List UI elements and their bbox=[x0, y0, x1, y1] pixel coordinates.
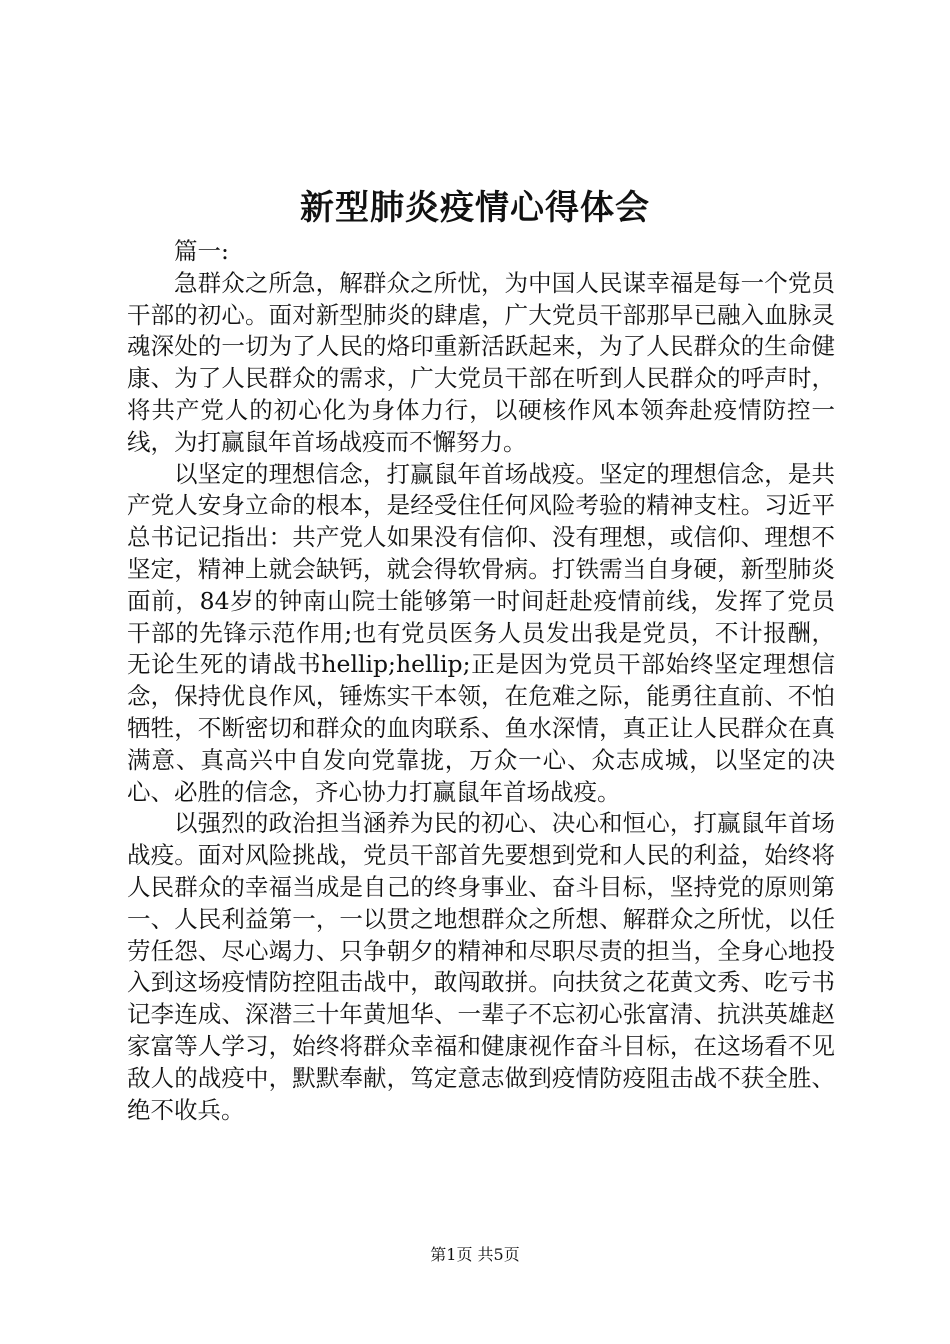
document-body bbox=[127, 236, 835, 1126]
section-label: 篇一: bbox=[174, 237, 229, 265]
paragraph-2: 以坚定的理想信念，打赢鼠年首场战疫。坚定的理想信念，是共产党人安身立命的根本，是经受住任何风险考验的精神支柱。习近平总书记记指出：共产党人如果没有信仰、没有理想，或信仰、理想不坚定，精神上就会缺钙，就会得软骨病。打铁需当自身硬，新型肺炎面前，84岁的钟南山院士能够第一时间赶赴疫情前线，发挥了党员干部的先锋示范作用;也有党员医务人员发出我是党员，不计报酬，无论生死的请战书hellip;hellip;正是因为党员干部始终坚定理想信念，保持优良作风，锤炼实干本领，在危难之际，能勇往直前、不怕牺牲，不断密切和群众的血肉联系、鱼水深情，真正让人民群众在真满意、真高兴中自发向党靠拢，万众一心、众志成城，以坚定的决心、必胜的信念，齐心协力打赢鼠年首场战疫。 bbox=[127, 459, 835, 806]
page-number-footer: 第1页 共5页 bbox=[430, 1245, 520, 1264]
paragraph-3: 以强烈的政治担当涵养为民的初心、决心和恒心，打赢鼠年首场战疫。面对风险挑战，党员干部首先要想到党和人民的利益，始终将人民群众的幸福当成是自己的终身事业、奋斗目标，坚持党的原则第一、人民利益第一，一以贯之地想群众之所想、解群众之所忧，以任劳任怨、尽心竭力、只争朝夕的精神和尽职尽责的担当，全身心地投入到这场疫情防控阻击战中，敢闯敢拼。向扶贫之花黄文秀、吃亏书记李连成、深潜三十年黄旭华、一辈子不忘初心张富清、抗洪英雄赵家富等人学习，始终将群众幸福和健康视作奋斗目标，在这场看不见敌人的战疫中，默默奉献，笃定意志做到疫情防疫阻击战不获全胜、绝不收兵。 bbox=[127, 809, 835, 1124]
paragraph-1: 急群众之所急，解群众之所忧，为中国人民谋幸福是每一个党员干部的初心。面对新型肺炎的肆虐，广大党员干部那早已融入血脉灵魂深处的一切为了人民的烙印重新活跃起来，为了人民群众的生命健康、为了人民群众的需求，广大党员干部在听到人民群众的呼声时，将共产党人的初心化为身体力行，以硬核作风本领奔赴疫情防控一线，为打赢鼠年首场战疫而不懈努力。 bbox=[127, 268, 835, 456]
document-title: 新型肺炎疫情心得体会 bbox=[300, 188, 650, 228]
